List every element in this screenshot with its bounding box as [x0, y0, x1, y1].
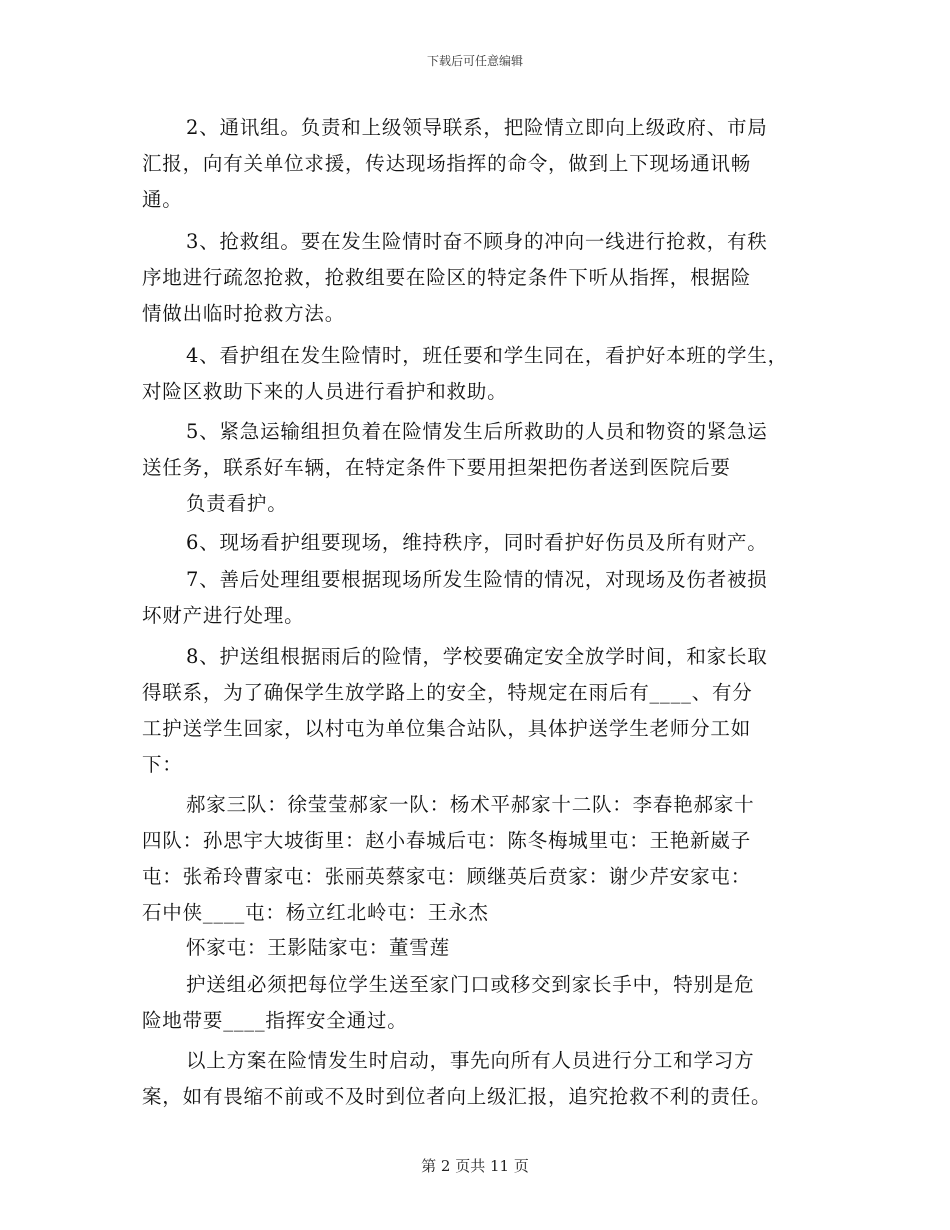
text-line: 下： [142, 753, 183, 776]
text-line: 2、通讯组。负责和上级领导联系，把险情立即向上级政府、市局 [186, 116, 768, 139]
text-line: 通。 [142, 188, 183, 211]
text-line: 对险区救助下来的人员进行看护和救助。 [142, 380, 508, 403]
text-line: 郝家三队：徐莹莹郝家一队：杨术平郝家十二队：李春艳郝家十 [186, 793, 755, 816]
text-line: 四队：孙思宇大坡街里：赵小春城后屯：陈冬梅城里屯：王艳新崴子 [142, 829, 752, 852]
text-line: 序地进行疏忽抢救，抢救组要在险区的特定条件下听从指挥，根据险 [142, 266, 752, 289]
text-line: 7、善后处理组要根据现场所发生险情的情况，对现场及伤者被损 [186, 568, 768, 591]
text-line: 以上方案在险情发生时启动，事先向所有人员进行分工和学习方 [186, 1049, 755, 1072]
text-line: 3、抢救组。要在发生险情时奋不顾身的冲向一线进行抢救，有秩 [186, 230, 768, 253]
text-line: 5、紧急运输组担负着在险情发生后所救助的人员和物资的紧急运 [186, 420, 768, 443]
text-line: 4、看护组在发生险情时，班任要和学生同在，看护好本班的学生， [186, 344, 788, 367]
text-line: 送任务，联系好车辆，在特定条件下要用担架把伤者送到医院后要 [142, 456, 731, 479]
text-line: 得联系，为了确保学生放学路上的安全，特规定在雨后有____、有分 [142, 681, 753, 704]
text-line: 负责看护。 [186, 492, 288, 515]
text-line: 工护送学生回家，以村屯为单位集合站队，具体护送学生老师分工如 [142, 717, 752, 740]
text-line: 6、现场看护组要现场，维持秩序，同时看护好伤员及所有财产。 [186, 531, 768, 554]
text-line: 8、护送组根据雨后的险情，学校要确定安全放学时间，和家长取 [186, 645, 768, 668]
text-line: 石中侠____屯：杨立红北岭屯：王永杰 [142, 901, 489, 924]
page-header: 下载后可任意编辑 [426, 54, 523, 68]
text-line: 情做出临时抢救方法。 [142, 302, 346, 325]
text-line: 汇报，向有关单位求援，传达现场指挥的命令，做到上下现场通讯畅 [142, 152, 752, 175]
text-line: 险地带要____指挥安全通过。 [142, 1009, 408, 1032]
text-line: 怀家屯：王影陆家屯：董雪莲 [186, 936, 450, 959]
text-line: 案，如有畏缩不前或不及时到位者向上级汇报，追究抢救不利的责任。 [142, 1085, 772, 1108]
page-footer: 第 2 页共 11 页 [421, 1157, 529, 1175]
text-line: 坏财产进行处理。 [142, 604, 305, 627]
text-line: 屯：张希玲曹家屯：张丽英蔡家屯：顾继英后贲家：谢少芹安家屯： [142, 865, 752, 888]
text-line: 护送组必须把每位学生送至家门口或移交到家长手中，特别是危 [186, 973, 755, 996]
